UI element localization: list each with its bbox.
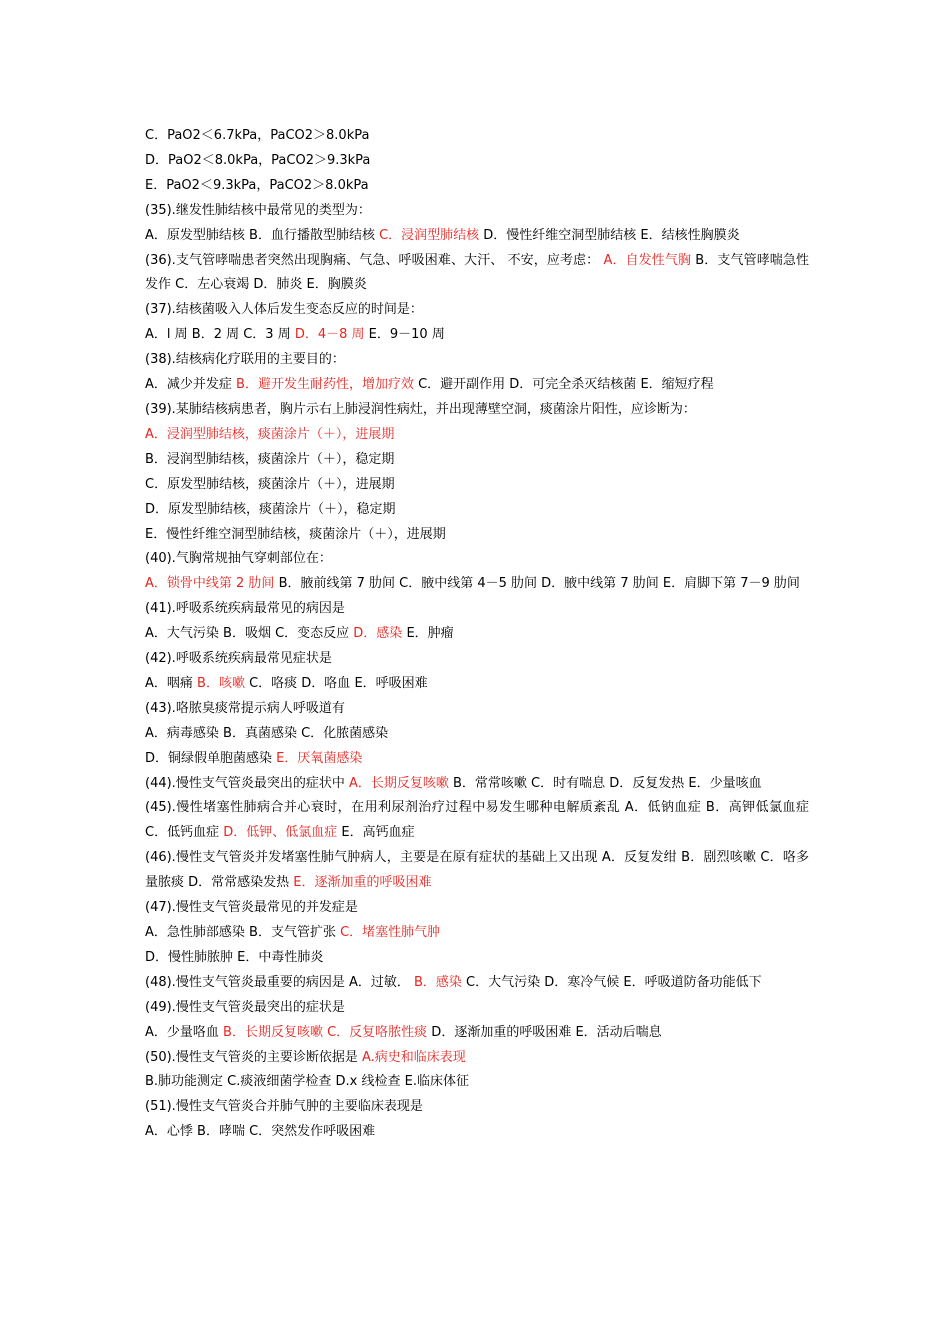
text-segment: (40).气胸常规抽气穿刺部位在：: [145, 551, 332, 567]
text-line: [145, 672, 809, 697]
text-segment: E．PaO2＜9.3kPa，PaCO2＞8.0kPa: [145, 177, 369, 193]
text-line: [145, 946, 809, 971]
text-segment: (49).慢性支气管炎最突出的症状是: [145, 999, 345, 1015]
text-segment: (39).某肺结核病患者，胸片示右上肺浸润性病灶，并出现薄壁空洞，痰菌涂片阳性，应诊断为：: [145, 401, 696, 417]
text-line: [145, 747, 809, 772]
text-segment: (37).结核菌吸入人体后发生变态反应的时间是：: [145, 302, 423, 318]
text-line: [145, 124, 809, 149]
answer-highlight: A.病史和临床表现: [361, 1049, 466, 1065]
text-segment: (45).慢性堵塞性肺病合并心衰时，在用利尿剂治疗过程中易发生哪种电解质紊乱 A．低钠血症 B．高钾低氯血症 C．低钙血症: [145, 800, 809, 841]
text-segment: D．铜绿假单胞菌感染: [145, 750, 277, 766]
text-line: [145, 622, 809, 647]
text-segment: B．常常咳嗽 C．时有喘息 D．反复发热 E．少量咳血: [448, 775, 762, 791]
text-segment: B．支气管哮喘急性发作 C．左心衰竭 D．肺炎 E．胸膜炎: [145, 252, 809, 293]
text-line: [145, 971, 809, 996]
text-line: [145, 523, 809, 548]
answer-highlight: A．自发性气胸: [603, 252, 692, 268]
answer-highlight: A．锁骨中线第 2 肋间: [145, 576, 275, 592]
text-line: [145, 796, 809, 846]
text-line: [145, 921, 809, 946]
text-segment: (41).呼吸系统疾病最常见的病因是: [145, 601, 345, 617]
text-segment: (44).慢性支气管炎最突出的症状中: [145, 775, 349, 791]
text-segment: A．少量咯血: [145, 1024, 224, 1040]
text-line: [145, 448, 809, 473]
answer-highlight: C．堵塞性肺气肿: [340, 925, 441, 940]
text-line: [145, 348, 809, 373]
text-segment: D．慢性肺脓肿 E．中毒性肺炎: [145, 949, 324, 965]
text-segment: C．大气污染 D．寒冷气候 E．呼吸道防备功能低下: [461, 974, 762, 990]
text-line: [145, 772, 809, 797]
text-line: [145, 1046, 809, 1071]
text-segment: A．大气污染 B．吸烟 C．变态反应: [145, 626, 354, 642]
text-segment: A．原发型肺结核 B．血行播散型肺结核: [145, 227, 380, 243]
text-line: [145, 224, 809, 249]
text-line: [145, 722, 809, 747]
text-segment: B.肺功能测定 C.痰液细菌学检查 D.x 线检查 E.临床体征: [145, 1074, 469, 1090]
text-segment: (36).支气管哮喘患者突然出现胸痛、气急、呼吸困难、大汗、 不安，应考虑：: [145, 252, 604, 268]
text-segment: (48).慢性支气管炎最重要的病因是 A．过敏．: [145, 974, 414, 990]
text-line: [145, 572, 809, 597]
text-segment: A．减少并发症: [145, 377, 237, 393]
text-segment: A．l 周 B．2 周 C．3 周: [145, 327, 295, 343]
text-segment: B．浸润型肺结核，痰菌涂片（＋），稳定期: [145, 451, 395, 467]
text-line: [145, 697, 809, 722]
answer-highlight: A．长期反复咳嗽: [348, 775, 449, 791]
text-segment: (47).慢性支气管炎最常见的并发症是: [145, 900, 358, 916]
text-line: [145, 249, 809, 299]
answer-highlight: B．感染: [413, 974, 462, 990]
text-segment: D．原发型肺结核，痰菌涂片（＋），稳定期: [145, 501, 396, 517]
text-segment: A．咽痛: [145, 675, 198, 691]
text-line: [145, 398, 809, 423]
answer-highlight: D．4－8 周: [294, 327, 365, 343]
answer-highlight: D．低钾、低氯血症: [223, 825, 338, 841]
text-line: [145, 996, 809, 1021]
text-line: [145, 547, 809, 572]
text-segment: E．9－10 周: [364, 327, 445, 343]
text-line: [145, 473, 809, 498]
text-segment: (38).结核病化疗联用的主要目的：: [145, 352, 345, 368]
text-segment: D．PaO2＜8.0kPa，PaCO2＞9.3kPa: [145, 152, 371, 168]
text-line: [145, 597, 809, 622]
text-segment: C．咯痰 D．咯血 E．呼吸困难: [244, 675, 428, 691]
text-segment: C．PaO2＜6.7kPa，PaCO2＞8.0kPa: [145, 128, 370, 143]
text-line: [145, 896, 809, 921]
text-segment: A．急性肺部感染 B．支气管扩张: [145, 925, 341, 940]
text-line: [145, 423, 809, 448]
text-segment: (43).咯脓臭痰常提示病人呼吸道有: [145, 700, 345, 716]
text-line: [145, 298, 809, 323]
text-segment: E．慢性纤维空洞型肺结核，痰菌涂片（＋），进展期: [145, 526, 446, 542]
answer-highlight: C．浸润型肺结核: [379, 227, 480, 243]
text-segment: (42).呼吸系统疾病最常见症状是: [145, 651, 332, 667]
text-line: [145, 1120, 809, 1145]
text-line: [145, 149, 809, 174]
answer-highlight: B．避开发生耐药性，增加疗效: [236, 377, 414, 393]
answer-highlight: A．浸润型肺结核，痰菌涂片（＋），进展期: [145, 426, 395, 442]
answer-highlight: B．长期反复咳嗽 C．反复咯脓性痰: [223, 1024, 428, 1040]
text-line: [145, 647, 809, 672]
text-segment: E．肿瘤: [402, 626, 454, 642]
answer-highlight: E．逐渐加重的呼吸困难: [293, 875, 432, 891]
text-segment: A．心悸 B．哮喘 C．突然发作呼吸困难: [145, 1124, 376, 1140]
text-segment: A．病毒感染 B．真菌感染 C．化脓菌感染: [145, 725, 389, 741]
answer-highlight: B．咳嗽: [197, 675, 245, 691]
text-segment: C．避开副作用 D．可完全杀灭结核菌 E．缩短疗程: [413, 377, 714, 393]
text-line: [145, 498, 809, 523]
text-line: [145, 174, 809, 199]
text-line: [145, 846, 809, 896]
text-segment: (51).慢性支气管炎合并肺气肿的主要临床表现是: [145, 1099, 423, 1115]
answer-highlight: E．厌氧菌感染: [276, 750, 363, 766]
answer-highlight: D．感染: [353, 626, 403, 642]
text-segment: E．高钙血症: [337, 825, 415, 841]
text-segment: D．慢性纤维空洞型肺结核 E．结核性胸膜炎: [479, 227, 740, 243]
text-segment: (46).慢性支气管炎并发堵塞性肺气肿病人，主要是在原有症状的基础上又出现 A．反复发绀 B．剧烈咳嗽 C．咯多量脓痰 D．常常感染发热: [145, 850, 809, 891]
text-segment: (35).继发性肺结核中最常见的类型为：: [145, 202, 371, 218]
document-body: [145, 124, 809, 1145]
text-line: [145, 1070, 809, 1095]
text-segment: B．腋前线第 7 肋间 C．腋中线第 4－5 肋间 D．腋中线第 7 肋间 E．肩脚下第 7－9 肋间: [274, 576, 800, 592]
text-line: [145, 199, 809, 224]
text-line: [145, 323, 809, 348]
text-segment: (50).慢性支气管炎的主要诊断依据是: [145, 1049, 362, 1065]
text-line: [145, 1095, 809, 1120]
text-segment: D．逐渐加重的呼吸困难 E．活动后喘息: [427, 1024, 662, 1040]
text-segment: C．原发型肺结核，痰菌涂片（＋），进展期: [145, 476, 395, 492]
text-line: [145, 1021, 809, 1046]
text-line: [145, 373, 809, 398]
